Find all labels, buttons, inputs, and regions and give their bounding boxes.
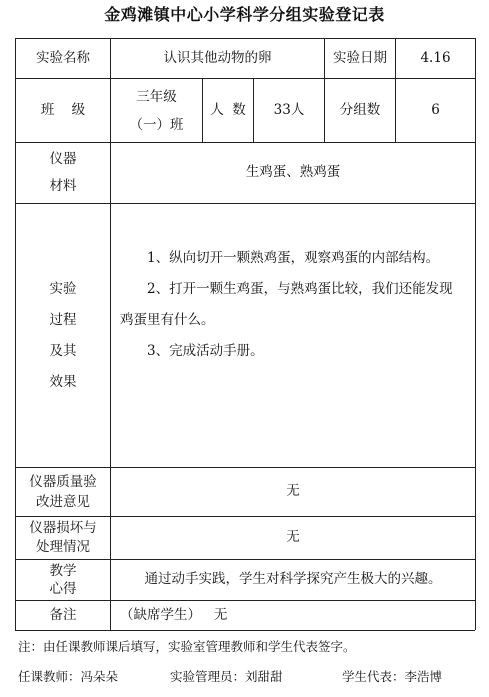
process-label [16, 204, 110, 467]
remarks-label: 备注 [49, 606, 77, 623]
process-step-1: 1、纵向切开一颗熟鸡蛋，观察鸡蛋的内部结构。 [147, 250, 440, 266]
experiment-name-label: 实验名称 [36, 49, 90, 66]
class-value [111, 79, 202, 142]
quality-value: 无 [286, 483, 300, 500]
materials-label-line2: 材料 [49, 178, 77, 194]
damage-label [16, 517, 110, 559]
process-step-2: 2、打开一颗生鸡蛋，与熟鸡蛋比较，我们还能发现鸡蛋里有什么。 [120, 281, 453, 328]
table-border-right [475, 38, 476, 630]
groups-value: 6 [431, 101, 440, 118]
quality-label-line1: 仪器质量验 [29, 474, 97, 490]
reflection-label [16, 560, 110, 600]
class-label: 班 级 [40, 101, 86, 118]
process-label-line1: 实验 [49, 280, 77, 297]
experiment-date-value: 4.16 [420, 49, 451, 66]
experiment-name-value: 认识其他动物的卵 [163, 49, 272, 66]
process-label-line2: 过程 [49, 311, 77, 328]
materials-label-line1: 仪器 [49, 151, 77, 167]
people-label: 人 数 [210, 101, 246, 118]
remarks-value: （缺席学生） 无 [120, 606, 228, 623]
class-value-line2: （一）班 [129, 116, 184, 133]
process-label-line4: 效果 [49, 373, 77, 390]
materials-label [16, 143, 110, 203]
reflection-value: 通过动手实践，学生对科学探究产生极大的兴趣。 [144, 571, 442, 588]
teacher-signature: 任课教师：冯朵朵 [18, 669, 119, 684]
quality-label-line2: 改进意见 [36, 494, 90, 510]
damage-label-line1: 仪器损坏与 [29, 520, 97, 536]
process-content [120, 243, 465, 367]
lab-admin-signature: 实验管理员：刘甜甜 [170, 669, 283, 684]
reflection-label-line1: 教学 [49, 563, 77, 579]
student-rep-signature: 学生代表：李浩博 [342, 669, 443, 684]
footnote: 注：由任课教师课后填写，实验室管理教师和学生代表签字。 [18, 639, 356, 654]
damage-value: 无 [286, 529, 300, 546]
process-step-3: 3、完成活动手册。 [147, 343, 264, 359]
table-border-bottom [15, 630, 475, 631]
damage-label-line2: 处理情况 [36, 539, 90, 555]
materials-value: 生鸡蛋、熟鸡蛋 [245, 164, 341, 181]
class-value-line1: 三年级 [136, 88, 177, 105]
people-value: 33人 [273, 101, 305, 118]
reflection-label-line2: 心得 [49, 581, 77, 597]
form-title: 金鸡滩镇中心小学科学分组实验登记表 [104, 5, 385, 24]
process-label-line3: 及其 [49, 342, 77, 359]
experiment-date-label: 实验日期 [333, 49, 387, 66]
groups-label: 分组数 [339, 101, 381, 118]
quality-label [16, 468, 110, 516]
